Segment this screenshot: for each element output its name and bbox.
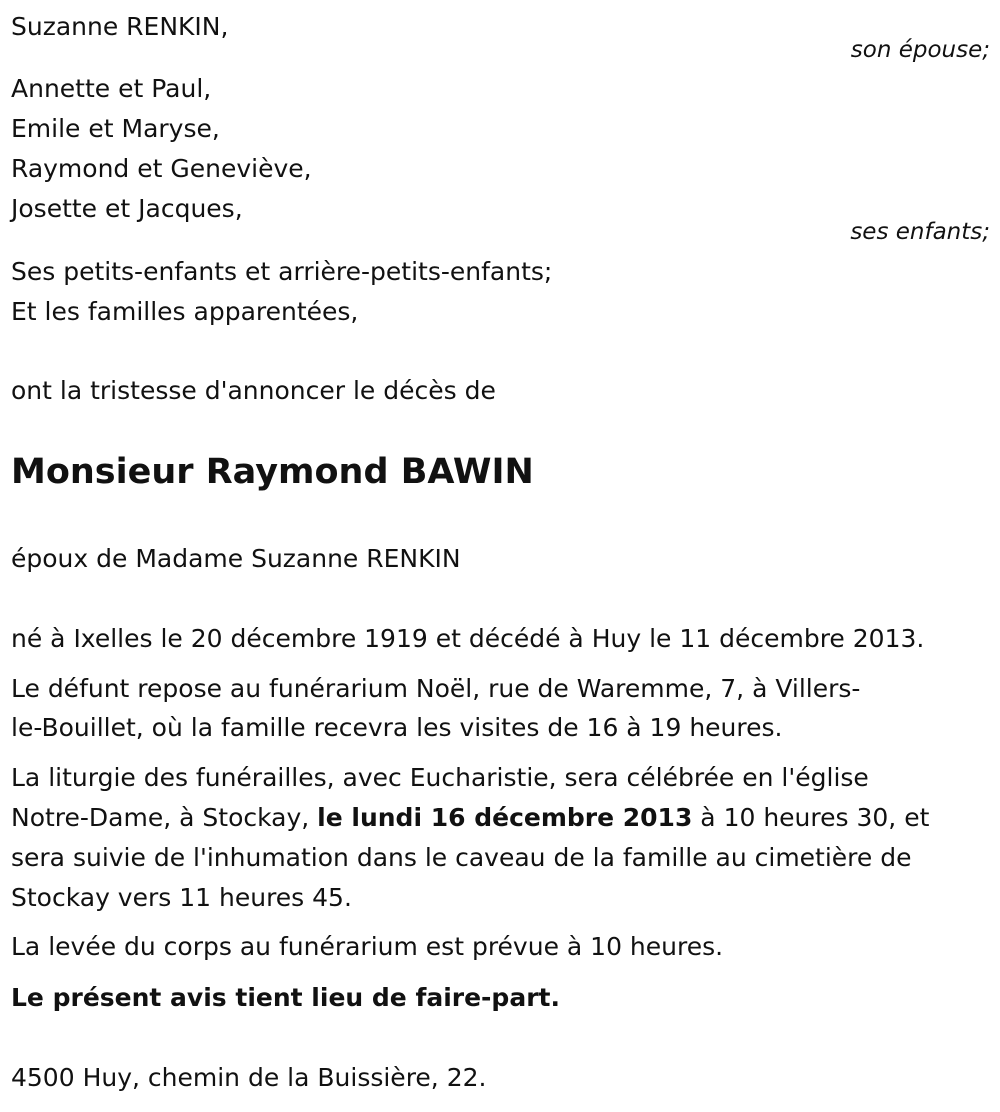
- birth-death-line: né à Ixelles le 20 décembre 1919 et décédé à Huy le 11 décembre 2013.: [11, 624, 925, 653]
- spouse-role: son épouse;: [850, 37, 990, 63]
- child-line-3: Raymond et Geneviève,: [11, 154, 312, 183]
- liturgy-line-2-post: à 10 heures 30, et: [692, 803, 930, 832]
- announcement-line: ont la tristesse d'annoncer le décès de: [11, 376, 496, 405]
- deceased-name: Monsieur Raymond BAWIN: [11, 452, 534, 492]
- spouse-of-line: époux de Madame Suzanne RENKIN: [11, 544, 461, 573]
- child-line-4: Josette et Jacques,: [11, 194, 243, 223]
- liturgy-line-4: Stockay vers 11 heures 45.: [11, 883, 352, 912]
- grandchildren-line: Ses petits-enfants et arrière-petits-enfants;: [11, 257, 553, 286]
- address-line: 4500 Huy, chemin de la Buissière, 22.: [11, 1063, 487, 1092]
- liturgy-line-1: La liturgie des funérailles, avec Eucharistie, sera célébrée en l'église: [11, 763, 869, 792]
- levee-line: La levée du corps au funérarium est prévue à 10 heures.: [11, 932, 724, 961]
- spouse-line: Suzanne RENKIN,: [11, 12, 229, 41]
- child-line-1: Annette et Paul,: [11, 74, 212, 103]
- liturgy-line-3: sera suivie de l'inhumation dans le caveau de la famille au cimetière de: [11, 843, 912, 872]
- child-line-2: Emile et Maryse,: [11, 114, 220, 143]
- liturgy-line-2: [11, 803, 929, 833]
- families-line: Et les familles apparentées,: [11, 297, 359, 326]
- liturgy-line-2-pre: Notre-Dame, à Stockay,: [11, 803, 318, 832]
- funeral-date: le lundi 16 décembre 2013: [317, 803, 693, 832]
- repose-line-1: Le défunt repose au funérarium Noël, rue de Waremme, 7, à Villers-: [11, 674, 861, 703]
- faire-part-line: Le présent avis tient lieu de faire-part.: [11, 983, 560, 1012]
- repose-line-2: le-Bouillet, où la famille recevra les visites de 16 à 19 heures.: [11, 713, 783, 742]
- children-role: ses enfants;: [850, 219, 990, 245]
